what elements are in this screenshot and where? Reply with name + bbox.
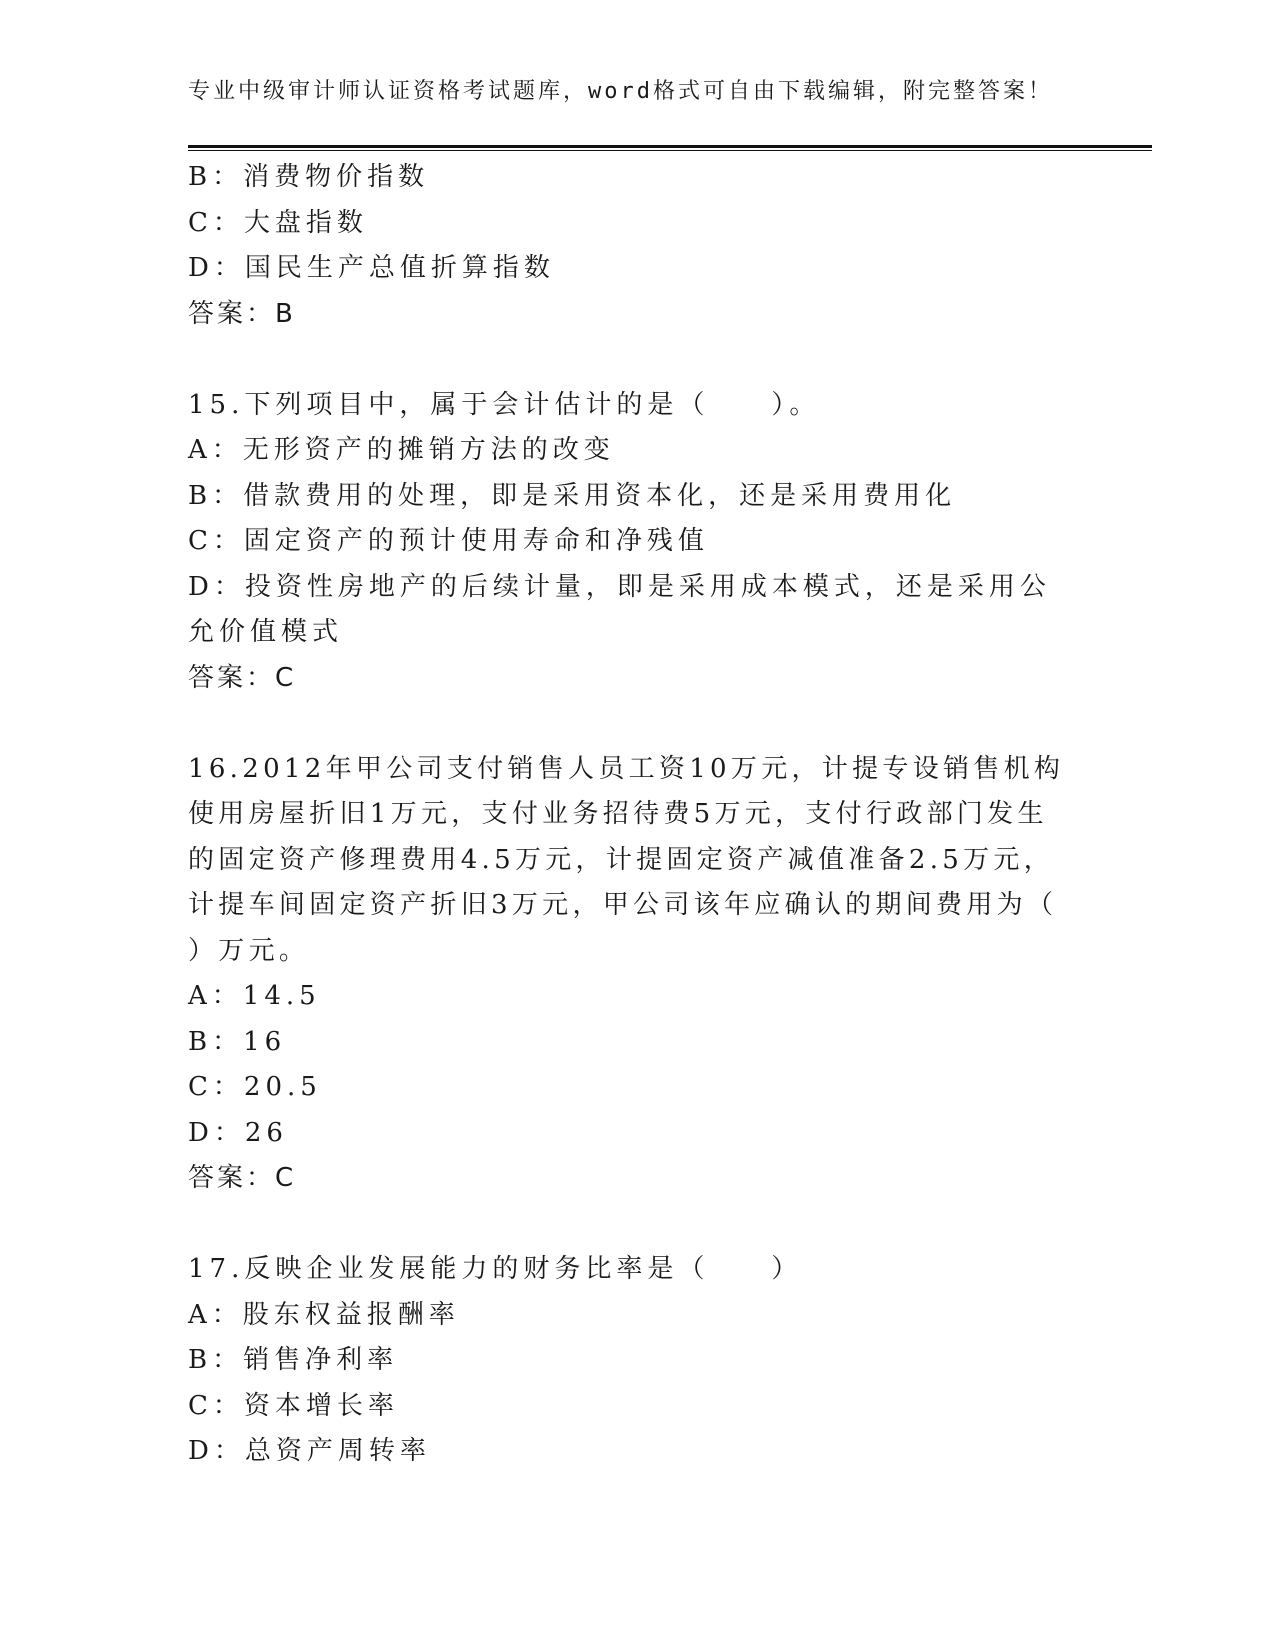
option-a: A：股东权益报酬率 <box>188 1299 460 1330</box>
question-17 <box>188 1247 1088 1475</box>
question-15 <box>188 383 1088 702</box>
header-divider <box>188 145 1152 151</box>
answer-line: 答案：B <box>188 298 296 329</box>
document-body <box>188 155 1118 1475</box>
option-a: A：无形资产的摊销方法的改变 <box>188 435 615 465</box>
option-d: D：投资性房地产的后续计量，即是采用成本模式，还是采用公允价值模式 <box>188 571 1051 647</box>
option-d: D：总资产周转率 <box>188 1436 431 1466</box>
option-b: B：销售净利率 <box>188 1345 399 1375</box>
option-d: D：26 <box>188 1117 288 1148</box>
answer-line: 答案：C <box>188 1163 297 1193</box>
option-b: B：借款费用的处理，即是采用资本化，还是采用费用化 <box>188 480 957 511</box>
option-a: A：14.5 <box>188 981 321 1011</box>
question-14-tail <box>188 155 1088 337</box>
spacer <box>188 337 1088 383</box>
page-header: 专业中级审计师认证资格考试题库，word格式可自由下载编辑，附完整答案！ <box>188 79 1053 104</box>
question-stem: 16.2012年甲公司支付销售人员工资10万元，计提专设销售机构使用房屋折旧1万元，支付业务招待费5万元，支付行政部门发生的固定资产修理费用4.5万元，计提固定资产减值准备2.5万元，计提车间固定资产折旧3万元，甲公司该年应确认的期间费用为（ ）万元。 <box>188 753 1118 966</box>
option-b: B：消费物价指数 <box>188 162 430 192</box>
option-d: D：国民生产总值折算指数 <box>188 253 555 283</box>
spacer <box>188 1202 1088 1248</box>
question-stem: 17.反映企业发展能力的财务比率是（ ） <box>188 1254 803 1284</box>
option-c: C：20.5 <box>188 1072 322 1102</box>
option-c: C：资本增长率 <box>188 1390 399 1421</box>
question-stem: 15.下列项目中，属于会计估计的是（ ）。 <box>188 389 821 420</box>
option-c: C：固定资产的预计使用寿命和净残值 <box>188 526 709 556</box>
option-c: C：大盘指数 <box>188 207 368 238</box>
option-b: B：16 <box>188 1026 287 1057</box>
spacer <box>188 701 1088 747</box>
question-16 <box>188 747 1118 1202</box>
answer-line: 答案：C <box>188 662 297 693</box>
